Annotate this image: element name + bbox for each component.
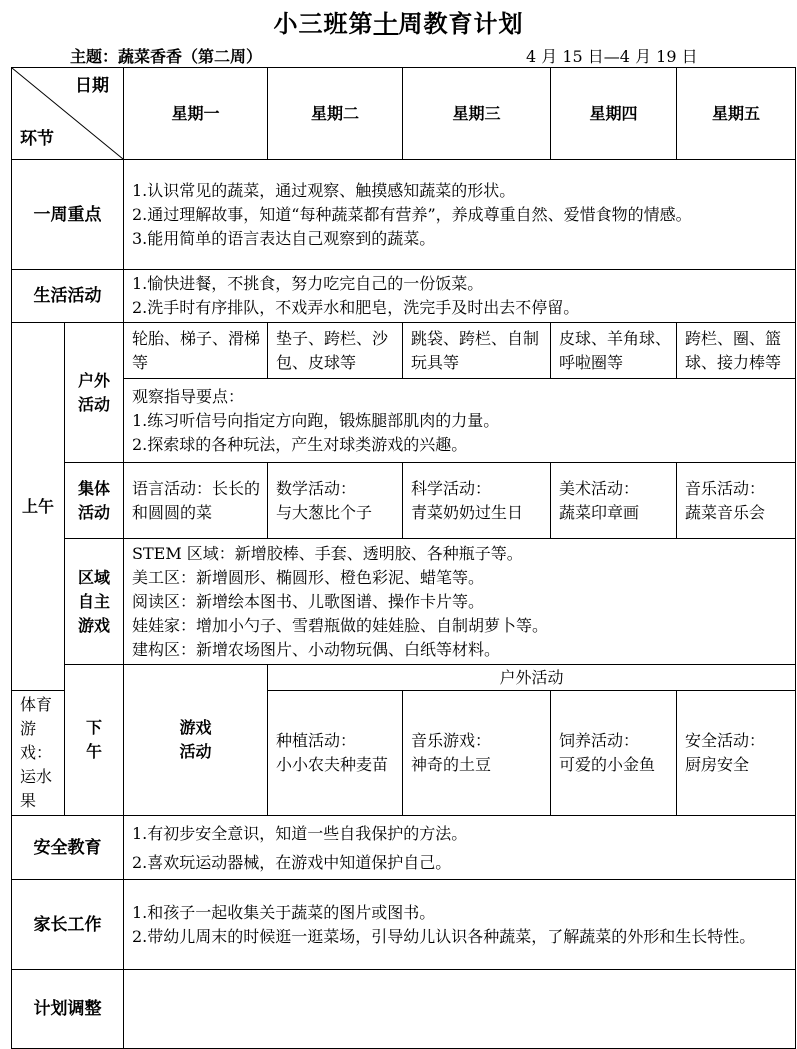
group-activity-label [65,463,124,539]
game-type: 音乐游戏： [411,731,492,750]
area-play-row [12,539,796,665]
outdoor-tue: 垫子、跨栏、沙包、皮球等 [268,323,403,379]
title-part-1: 小三班第 [273,9,374,38]
daily-life-item: 2.洗手时有序排队，不戏弄水和肥皂，洗完手及时出去不停留。 [132,298,580,317]
guide-item: 2.探索球的各种玩法，产生对球类游戏的兴趣。 [132,434,468,454]
group-activity-name: 与大葱比个子 [276,502,373,522]
group-thu [551,463,677,539]
outdoor-activity-label-text: 户外活动 [77,370,110,414]
outdoor-guide-row [12,379,796,463]
game-activity-label-text: 游戏活动 [179,718,212,761]
group-wed [403,463,551,539]
weekly-plan-table [11,67,796,1049]
adjust-content[interactable] [124,970,796,1049]
day-header-fri: 星期五 [677,68,796,160]
game-tue [268,691,403,816]
game-type: 种植活动： [276,731,357,750]
group-tue [268,463,403,539]
game-name: 可爱的小金鱼 [559,755,656,774]
area-item: 建构区：新增农场图片、小动物玩偶、白纸等材料。 [132,639,501,659]
header-row [12,68,796,160]
outdoor-wed: 跳袋、跨栏、自制玩具等 [403,323,551,379]
date-range: 4 月 15 日—4 月 19 日 [526,47,698,66]
area-item: 美工区：新增圆形、椭圆形、橙色彩泥、蜡笔等。 [132,567,485,587]
weekly-focus-label: 一周重点 [12,160,124,270]
afternoon-outdoor-header: 户外活动 [268,665,796,691]
daily-life-content [124,270,796,323]
group-activity-name: 长长的和圆圆的菜 [132,478,261,522]
parents-content [124,880,796,970]
afternoon-label-text: 下午 [85,718,102,761]
theme-label: 主题：蔬菜香香（第二周） [70,47,263,66]
area-item: STEM 区域：新增胶棒、手套、透明胶、各种瓶子等。 [132,543,523,563]
area-item: 阅读区：新增绘本图书、儿歌图谱、操作卡片等。 [132,591,485,611]
weekly-focus-content [124,160,796,270]
group-activity-type: 语言活动： [132,478,213,498]
group-activity-name: 蔬菜印章画 [559,502,640,522]
date-label: 日期 [75,76,109,96]
daily-life-item: 1.愉快进餐，不挑食，努力吃完自己的一份饭菜。 [132,274,484,293]
parents-item: 2.带幼儿周末的时候逛一逛菜场，引导幼儿认识各种蔬菜，了解蔬菜的外形和生长特性。 [132,926,756,946]
day-header-wed: 星期三 [403,68,551,160]
game-wed [403,691,551,816]
game-name: 小小农夫种麦苗 [276,755,389,774]
morning-label: 上午 [12,323,65,691]
adjust-label: 计划调整 [12,970,124,1049]
afternoon-top-row [12,665,796,691]
weekly-focus-item: 2.通过理解故事，知道“每种蔬菜都有营养”，养成尊重自然、爱惜食物的情感。 [132,204,692,224]
title-week-number: 十 [373,9,399,38]
safety-item: 1.有初步安全意识，知道一些自我保护的方法。 [132,823,468,843]
afternoon-label [65,665,124,816]
game-name: 厨房安全 [685,755,750,774]
game-type: 安全活动： [685,731,766,750]
group-fri [677,463,796,539]
guide-heading: 观察指导要点： [132,386,245,406]
parents-item: 1.和孩子一起收集关于蔬菜的图片或图书。 [132,902,436,922]
group-activity-name: 蔬菜音乐会 [685,502,766,522]
game-type: 体育游戏： [20,695,53,762]
game-fri [677,691,796,816]
group-activity-type: 科学活动： [411,478,492,498]
safety-label: 安全教育 [12,816,124,880]
corner-header-cell [12,68,124,160]
game-name: 运水果 [20,767,53,810]
group-activity-type: 美术活动： [559,478,640,498]
weekly-focus-row [12,160,796,270]
group-mon [124,463,268,539]
game-activity-label [124,665,268,816]
game-type: 饲养活动： [559,731,640,750]
group-activity-label-text: 集体活动 [77,478,110,522]
group-activity-row [12,463,796,539]
day-header-thu: 星期四 [551,68,677,160]
outdoor-mon: 轮胎、梯子、滑梯等 [124,323,268,379]
adjust-row [12,970,796,1049]
outdoor-thu: 皮球、羊角球、呼啦圈等 [551,323,677,379]
day-header-tue: 星期二 [268,68,403,160]
outdoor-guide-content [124,379,796,463]
page-title [0,4,797,39]
parents-label: 家长工作 [12,880,124,970]
area-play-label [65,539,124,665]
area-play-content [124,539,796,665]
weekly-focus-item: 1.认识常见的蔬菜，通过观察、触摸感知蔬菜的形状。 [132,180,516,200]
group-activity-name: 青菜奶奶过生日 [411,502,524,522]
safety-item: 2.喜欢玩运动器械，在游戏中知道保护自己。 [132,852,452,872]
daily-life-label: 生活活动 [12,270,124,323]
title-part-2: 周教育计划 [398,9,524,38]
outdoor-equipment-row [12,323,796,379]
safety-row [12,816,796,880]
parents-row [12,880,796,970]
group-activity-type: 音乐活动： [685,478,766,498]
day-header-mon: 星期一 [124,68,268,160]
game-mon [12,691,65,816]
weekly-focus-item: 3.能用简单的语言表达自己观察到的蔬菜。 [132,228,436,248]
group-activity-type: 数学活动： [276,478,357,498]
section-label: 环节 [20,129,54,149]
game-thu [551,691,677,816]
area-item: 娃娃家：增加小勺子、雪碧瓶做的娃娃脸、自制胡萝卜等。 [132,615,549,635]
game-name: 神奇的土豆 [411,755,492,774]
outdoor-fri: 跨栏、圈、篮球、接力棒等 [677,323,796,379]
area-play-label-text: 区域自主游戏 [77,567,110,635]
guide-item: 1.练习听信号向指定方向跑，锻炼腿部肌肉的力量。 [132,410,500,430]
safety-content [124,816,796,880]
outdoor-activity-label [65,323,124,463]
daily-life-row [12,270,796,323]
